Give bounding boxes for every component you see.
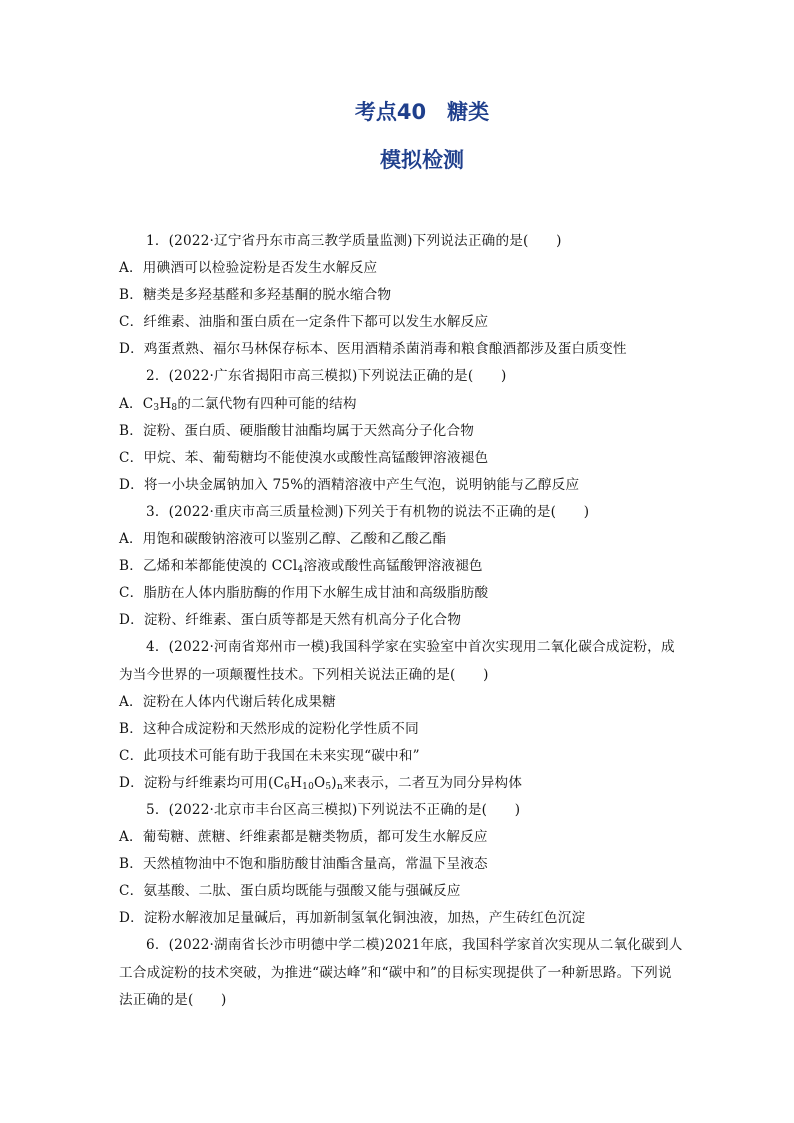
- formula-text: O: [314, 774, 326, 791]
- question-1-option-b: B．糖类是多羟基醛和多羟基酮的脱水缩合物: [119, 287, 392, 304]
- formula-subscript: 10: [302, 781, 314, 792]
- question-5-option-a: A．葡萄糖、蔗糖、纤维素都是糖类物质，都可发生水解反应: [119, 829, 488, 846]
- page-title: 考点40 糖类: [354, 100, 490, 124]
- formula-subscript: 5: [325, 781, 332, 792]
- question-5-stem: 5．(2022·北京市丰台区高三模拟)下列说法不正确的是( ): [146, 801, 521, 818]
- formula-subscript: 4: [297, 565, 304, 576]
- question-1-option-c: C．纤维素、油脂和蛋白质在一定条件下都可以发生水解反应: [119, 314, 489, 331]
- question-6-stem-continued: 工合成淀粉的技术突破，为推进“碳达峰”和“碳中和”的目标实现提供了一种新思路。下列说: [119, 964, 672, 981]
- question-3-option-d: D．淀粉、纤维素、蛋白质等都是天然有机高分子化合物: [119, 612, 462, 629]
- formula-text: H: [159, 395, 172, 412]
- question-4-option-b: B．这种合成淀粉和天然形成的淀粉化学性质不同: [119, 720, 419, 737]
- question-2-option-c: C．甲烷、苯、葡萄糖均不能使溴水或酸性高锰酸钾溶液褪色: [119, 449, 489, 466]
- formula-subscript: 6: [284, 781, 291, 792]
- question-3-option-c: C．脂肪在人体内脂肪酶的作用下水解生成甘油和高级脂肪酸: [119, 585, 489, 602]
- question-1-option-a: A．用碘酒可以检验淀粉是否发生水解反应: [119, 260, 378, 277]
- question-4-option-c: C．此项技术可能有助于我国在未来实现“碳中和”: [119, 747, 420, 764]
- formula-subscript: n: [336, 781, 343, 792]
- formula-text: A．C: [119, 395, 154, 412]
- formula-text: ): [331, 774, 337, 791]
- formula-text: D．淀粉与纤维素均可用(C: [119, 774, 285, 791]
- formula-subscript: 3: [153, 402, 160, 413]
- formula-text: H: [290, 774, 303, 791]
- formula-text: 的二氯代物有四种可能的结构: [177, 395, 357, 412]
- question-3-stem: 3．(2022·重庆市高三质量检测)下列关于有机物的说法不正确的是( ): [146, 503, 590, 520]
- question-1-option-d: D．鸡蛋煮熟、福尔马林保存标本、医用酒精杀菌消毒和粮食酿酒都涉及蛋白质变性: [119, 341, 627, 358]
- question-1-stem: 1．(2022·辽宁省丹东市高三教学质量监测)下列说法正确的是( ): [146, 233, 562, 249]
- formula-text: 来表示，二者互为同分异构体: [342, 774, 523, 791]
- question-3-option-b: [0, 553, 794, 580]
- header: [0, 96, 794, 176]
- question-5-option-c: C．氨基酸、二肽、蛋白质均既能与强酸又能与强碱反应: [119, 883, 461, 900]
- question-5-option-d: D．淀粉水解液加足量碱后，再加新制氢氧化铜浊液，加热，产生砖红色沉淀: [119, 910, 586, 927]
- question-4-stem: 4．(2022·河南省郑州市一模)我国科学家在实验室中首次实现用二氧化碳合成淀粉，成: [146, 639, 675, 656]
- formula-text: B．乙烯和苯都能使溴的 CCl: [119, 558, 298, 575]
- page-subtitle: 模拟检测: [380, 148, 464, 172]
- question-4-option-a: A．淀粉在人体内代谢后转化成果糖: [119, 693, 336, 710]
- formula-text: 溶液或酸性高锰酸钾溶液褪色: [303, 558, 483, 575]
- question-5-option-b: B．天然植物油中不饱和脂肪酸甘油酯含量高，常温下呈液态: [119, 856, 488, 873]
- formula-subscript: 8: [171, 402, 178, 413]
- question-4-stem-continued: 为当今世界的一项颠覆性技术。下列相关说法正确的是( ): [119, 666, 489, 683]
- question-6-stem: 6．(2022·湖南省长沙市明德中学二模)2021年底，我国科学家首次实现从二氧化碳到人: [146, 937, 683, 954]
- question-6-stem-continued: 法正确的是( ): [119, 991, 227, 1008]
- question-2-option-b: B．淀粉、蛋白质、硬脂酸甘油酯均属于天然高分子化合物: [119, 422, 475, 439]
- question-2-option-a: [0, 391, 794, 418]
- question-4-option-d: [0, 770, 794, 797]
- question-2-stem: 2．(2022·广东省揭阳市高三模拟)下列说法正确的是( ): [146, 368, 507, 385]
- question-3-option-a: A．用饱和碳酸钠溶液可以鉴别乙醇、乙酸和乙酸乙酯: [119, 531, 447, 548]
- question-2-option-d: D．将一小块金属钠加入 75%的酒精溶液中产生气泡，说明钠能与乙醇反应: [119, 476, 580, 493]
- question-list: [0, 228, 794, 1014]
